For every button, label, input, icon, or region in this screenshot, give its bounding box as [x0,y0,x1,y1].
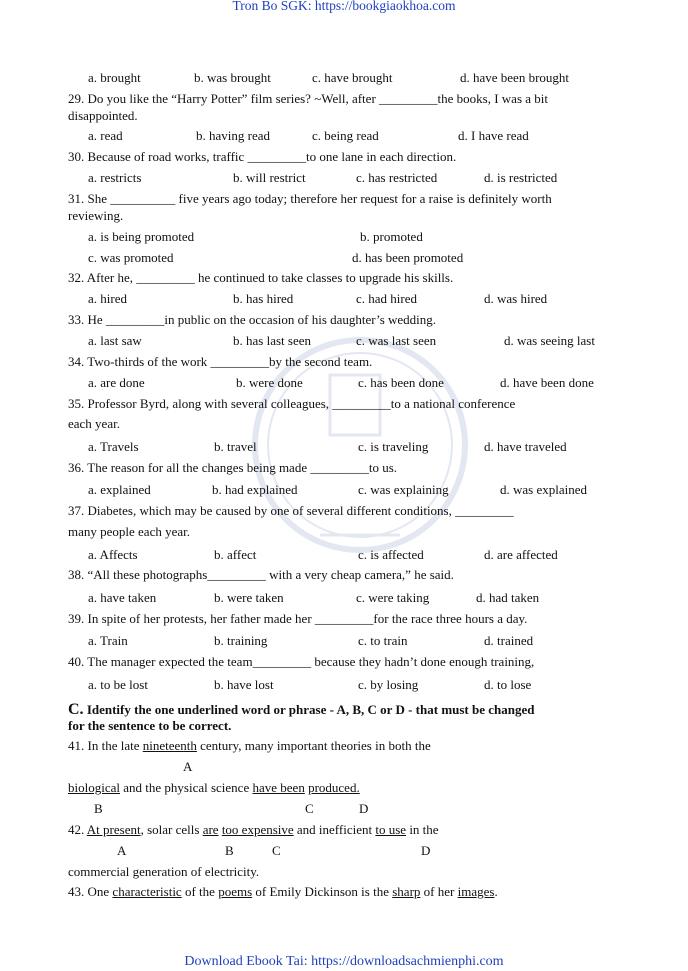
q33-option-c: c. was last seen [356,333,437,348]
q37-text-cont: many people each year. [68,524,190,539]
q40-option-c: c. by losing [358,677,419,692]
q31-option-c: c. was promoted [88,250,174,265]
page-footer: Download Ebook Tai: https://downloadsachmienphi.com [184,954,504,969]
q41-label-a: A [183,759,193,774]
q42-line2: commercial generation of electricity. [68,864,260,879]
q32-option-a: a. hired [88,291,127,306]
q40-option-b: b. have lost [214,677,274,692]
q34-text: 34. Two-thirds of the work _________by the second team. [68,354,373,369]
q29-option-b: b. having read [196,128,271,143]
q43-underlined-c: sharp [392,884,421,899]
q40-option-d: d. to lose [484,677,532,692]
q38-option-c: c. were taking [356,590,430,605]
q33-option-a: a. last saw [88,333,142,348]
q38-option-a: a. have taken [88,590,157,605]
q35-option-c: c. is traveling [358,439,429,454]
q35-option-a: a. Travels [88,439,139,454]
q42-underlined-b: are [202,822,219,837]
q41-underlined-b: biological [68,780,120,795]
q28-option-b: b. was brought [194,70,271,85]
q41-line2 [68,780,360,796]
q42-underlined-d: to use [375,822,407,837]
section-c-instruction-cont: for the sentence to be correct. [68,718,232,733]
q41-label-b: B [94,801,103,816]
q38-option-b: b. were taken [214,590,284,605]
q31-option-d: d. has been promoted [352,250,464,265]
q43-text: . [494,884,498,899]
q34-option-a: a. are done [88,375,145,390]
section-c-text: Identify the one underlined word or phrase - A, B, C or D - that must be changed [83,702,535,717]
q43-text: of Emily Dickinson is the [252,884,393,899]
q42-label-b: B [225,843,234,858]
q29-text: 29. Do you like the “Harry Potter” film series? ~Well, after _________the books, I was a bit [68,91,549,106]
q38-text: 38. “All these photographs_________ with a very cheap camera,” he said. [68,567,454,582]
q36-option-d: d. was explained [500,482,588,497]
q41-underlined-d: produced. [308,780,360,795]
q29-text-cont: disappointed. [68,108,138,123]
q42-text: , solar cells [140,822,203,837]
q29-option-a: a. read [88,128,123,143]
q34-option-c: c. has been done [358,375,444,390]
q31-option-b: b. promoted [360,229,423,244]
q35-option-b: b. travel [214,439,257,454]
q40-option-a: a. to be lost [88,677,148,692]
q41-underlined-c: have been [252,780,305,795]
q37-text: 37. Diabetes, which may be caused by one of several different conditions, _________ [68,503,514,518]
q39-text: 39. In spite of her protests, her father made her _________for the race three hours a day. [68,611,528,626]
q39-option-d: d. trained [484,633,534,648]
q35-option-d: d. have traveled [484,439,567,454]
q34-option-d: d. have been done [500,375,594,390]
q43-text: of her [420,884,458,899]
q33-text: 33. He _________in public on the occasion of his daughter’s wedding. [68,312,437,327]
q33-option-d: d. was seeing last [504,333,595,348]
q29-option-d: d. I have read [458,128,529,143]
q31-option-a: a. is being promoted [88,229,195,244]
q41-text: 41. In the late [68,738,143,753]
q40-text: 40. The manager expected the team_________ because they hadn’t done enough training, [68,654,535,669]
q42-label-d: D [421,843,431,858]
q30-option-d: d. is restricted [484,170,558,185]
q37-option-a: a. Affects [88,547,138,562]
q36-option-b: b. had explained [212,482,298,497]
q36-option-a: a. explained [88,482,151,497]
q43-text: of the [181,884,219,899]
q39-option-b: b. training [214,633,268,648]
q41-line1 [68,738,431,754]
q35-text-cont: each year. [68,416,120,431]
q37-option-d: d. are affected [484,547,558,562]
q42-label-c: C [272,843,281,858]
q43-underlined-a: characteristic [112,884,182,899]
q32-option-b: b. has hired [233,291,294,306]
q33-option-b: b. has last seen [233,333,311,348]
q41-text: century, many important theories in both the [196,738,431,753]
q42-underlined-a: At present [86,822,141,837]
q35-text: 35. Professor Byrd, along with several colleagues, _________to a national conference [68,396,516,411]
q39-option-a: a. Train [88,633,128,648]
q28-option-d: d. have been brought [460,70,570,85]
section-c-letter: C. [68,701,84,718]
q30-option-b: b. will restrict [233,170,306,185]
q37-option-c: c. is affected [358,547,424,562]
q42-text: 42. [68,822,87,837]
q28-option-a: a. brought [88,70,141,85]
q34-option-b: b. were done [236,375,303,390]
q41-label-d: D [359,801,369,816]
q42-line1 [68,822,439,838]
q28-option-c: c. have brought [312,70,393,85]
q43-line1 [68,884,498,900]
q42-underlined-c: too expensive [221,822,294,837]
q30-option-c: c. has restricted [356,170,438,185]
q32-text: 32. After he, _________ he continued to take classes to upgrade his skills. [68,270,454,285]
q30-option-a: a. restricts [88,170,142,185]
q39-option-c: c. to train [358,633,408,648]
q36-text: 36. The reason for all the changes being made _________to us. [68,460,398,475]
q41-text: and the physical science [120,780,253,795]
q43-text: 43. One [68,884,113,899]
q42-text: in the [406,822,439,837]
q31-text-cont: reviewing. [68,208,124,223]
q37-option-b: b. affect [214,547,257,562]
q41-underlined-a: nineteenth [142,738,197,753]
q32-option-d: d. was hired [484,291,548,306]
section-c-instruction [68,700,535,719]
q41-label-c: C [305,801,314,816]
q29-option-c: c. being read [312,128,379,143]
q32-option-c: c. had hired [356,291,418,306]
q36-option-c: c. was explaining [358,482,449,497]
q43-underlined-b: poems [218,884,253,899]
q42-text: and inefficient [293,822,376,837]
q30-text: 30. Because of road works, traffic _________to one lane in each direction. [68,149,457,164]
q38-option-d: d. had taken [476,590,540,605]
q42-label-a: A [117,843,127,858]
q31-text: 31. She __________ five years ago today; therefore her request for a raise is definitely worth [68,191,552,206]
page-header: Tron Bo SGK: https://bookgiaokhoa.com [232,0,456,13]
q43-underlined-d: images [457,884,495,899]
